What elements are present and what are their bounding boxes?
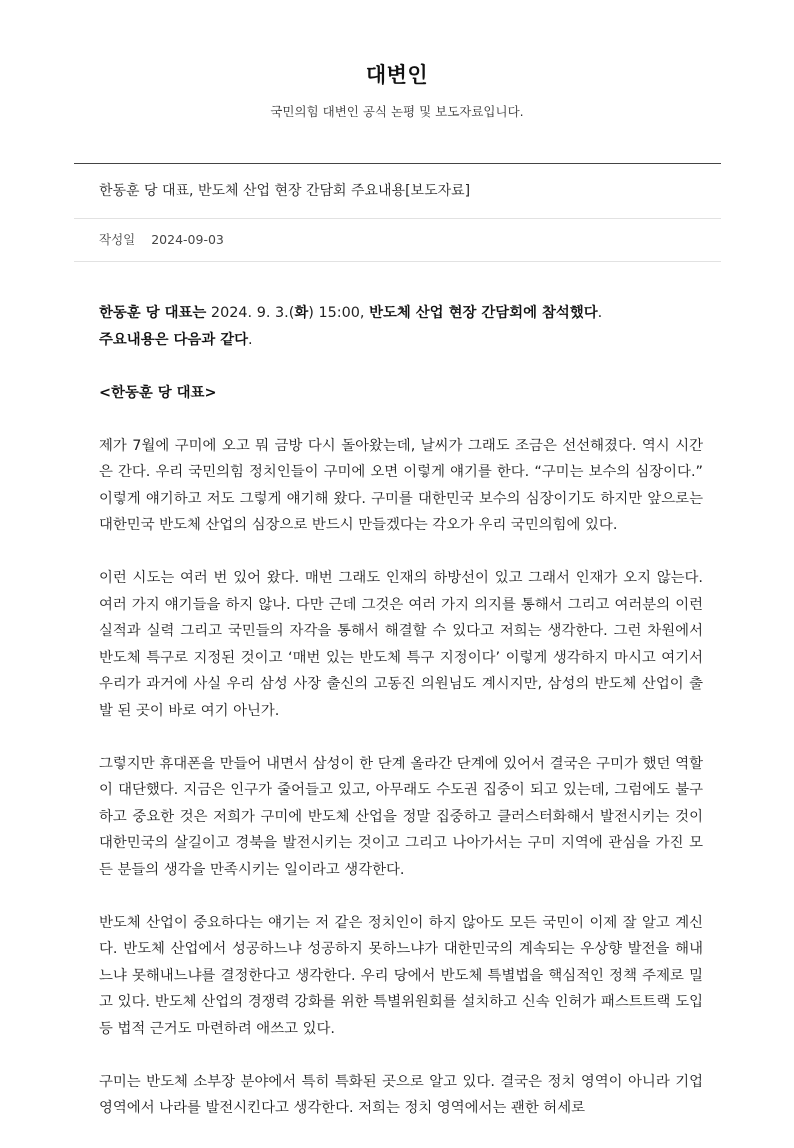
post-meta bbox=[99, 229, 224, 251]
lead-bold-3: 반도체 산업 현장 간담회에 참석했다 bbox=[369, 305, 598, 321]
header-divider bbox=[74, 163, 721, 164]
post-title: 한동훈 당 대표, 반도체 산업 현장 간담회 주요내용[보도자료] bbox=[99, 183, 471, 199]
site-subtitle: 국민의힘 대변인 공식 논평 및 보도자료입니다. bbox=[270, 104, 524, 119]
lead-plain-2: ) 15:00, bbox=[308, 305, 370, 321]
lead-paragraph bbox=[99, 300, 703, 353]
lead-plain-3: . bbox=[597, 305, 603, 321]
lead-bold-2: 화 bbox=[294, 305, 309, 321]
article-body bbox=[99, 300, 703, 1148]
article-paragraph: 그렇지만 휴대폰을 만들어 내면서 삼성이 한 단계 올라간 단계에 있어서 결국은 구미가 했던 역할이 대단했다. 지금은 인구가 줄어들고 있고, 아무래도 수도권 집중이 되고 있는데, 그럼에도 불구하고 중요한 것은 저희가 구미에 반도체 산업을 정말 집중하고 클러스터화해서 발전시키는 것이 대한민국의 살길이고 경북을 발전시키는 것이고 그리고 나아가서는 구미 지역에 관심을 가진 모든 분들의 생각을 만족시키는 일이라고 생각한다. bbox=[99, 755, 703, 878]
title-divider bbox=[74, 218, 721, 219]
meta-label: 작성일 bbox=[99, 232, 136, 247]
meta-divider bbox=[74, 261, 721, 262]
speaker-heading: <한동훈 당 대표> bbox=[99, 384, 217, 401]
article-paragraph: 제가 7월에 구미에 오고 뭐 금방 다시 돌아왔는데, 날씨가 그래도 조금은 선선해졌다. 역시 시간은 간다. 우리 국민의힘 정치인들이 구미에 오면 이렇게 얘기를 한다. “구미는 보수의 심장이다.” 이렇게 얘기하고 저도 그렇게 얘기해 왔다. 구미를 대한민국 보수의 심장이기도 하지만 앞으로는 대한민국 반도체 산업의 심장으로 반드시 만들겠다는 각오가 우리 국민의힘에 있다. bbox=[99, 437, 703, 533]
lead-plain-4: . bbox=[248, 331, 253, 348]
lead-bold-1: 한동훈 당 대표는 bbox=[99, 305, 207, 321]
article-paragraph: 이런 시도는 여러 번 있어 왔다. 매번 그래도 인재의 하방선이 있고 그래서 인재가 오지 않는다. 여러 가지 얘기들을 하지 않나. 다만 근데 그것은 여러 가지 의지를 통해서 그리고 여러분의 이런 실적과 실력 그리고 국민들의 자각을 통해서 해결할 수 있다고 저희는 생각한다. 그런 차원에서 반도체 특구로 지정된 것이고 ‘매번 있는 반도체 특구 지정이다’ 이렇게 생각하지 마시고 여기서 우리가 과거에 사실 우리 삼성 사장 출신의 고동진 의원님도 계시지만, 삼성의 반도체 산업이 출발 된 곳이 바로 여기 아닌가. bbox=[99, 570, 703, 719]
article-paragraph: 구미는 반도체 소부장 분야에서 특히 특화된 곳으로 알고 있다. 결국은 정치 영역이 아니라 기업 영역에서 나라를 발전시킨다고 생각한다. 저희는 정치 영역에서는 괜한 허세로 bbox=[99, 1073, 703, 1116]
article-paragraph: 반도체 산업이 중요하다는 얘기는 저 같은 정치인이 하지 않아도 모든 국민이 이제 잘 알고 계신다. 반도체 산업에서 성공하느냐 성공하지 못하느냐가 대한민국의 계속되는 우상향 발전을 해내느냐 못해내느냐를 결정한다고 생각한다. 우리 당에서 반도체 특별법을 핵심적인 정책 주제로 밀고 있다. 반도체 산업의 경쟁력 강화를 위한 특별위원회를 설치하고 신속 인허가 패스트트랙 도입 등 법적 근거도 마련하려 애쓰고 있다. bbox=[99, 914, 703, 1037]
site-title[interactable]: 대변인 bbox=[365, 63, 429, 87]
lead-bold-4: 주요내용은 다음과 같다 bbox=[99, 331, 249, 348]
lead-plain-1: 2024. 9. 3.( bbox=[206, 305, 295, 321]
meta-date: 2024-09-03 bbox=[151, 232, 224, 247]
